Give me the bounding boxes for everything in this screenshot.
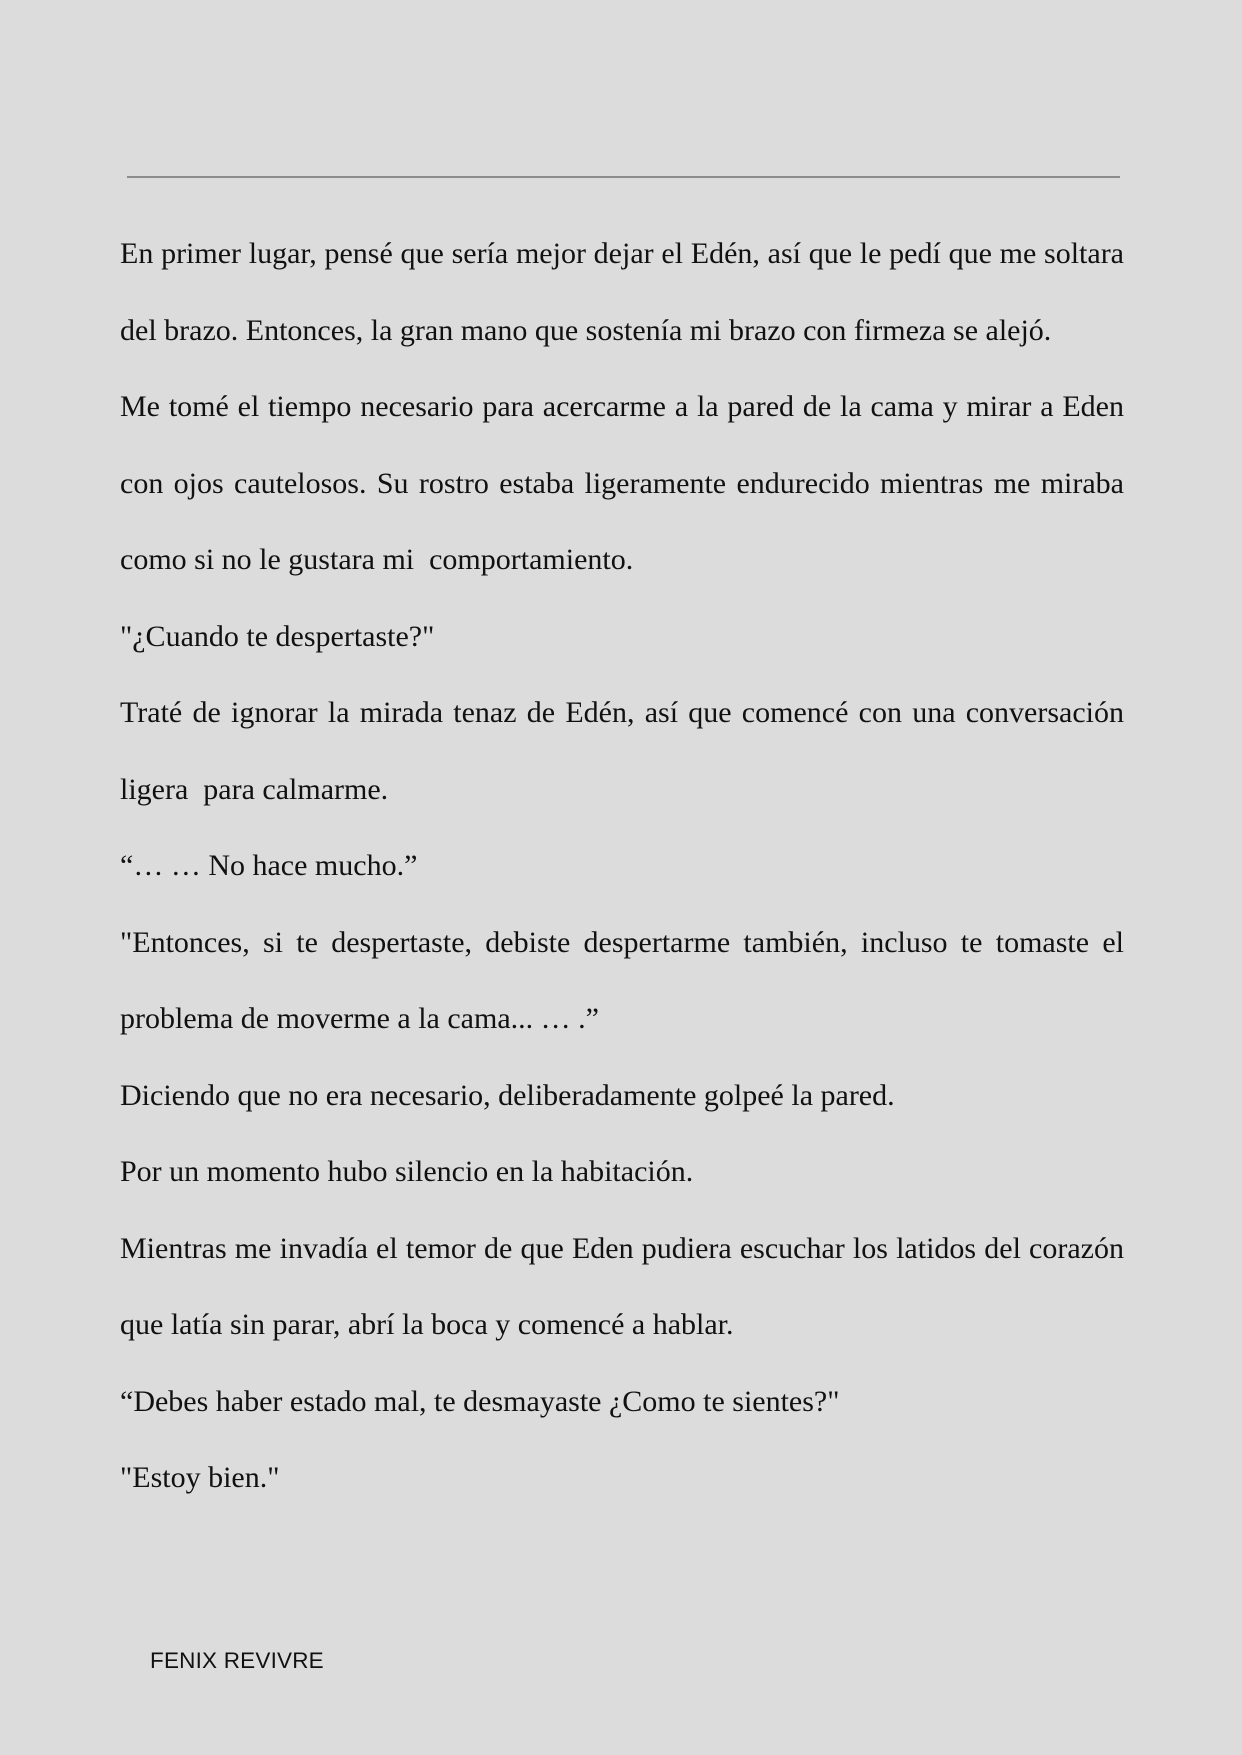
paragraph: Por un momento hubo silencio en la habitación. (120, 1155, 694, 1188)
top-divider (127, 176, 1120, 178)
paragraph: En primer lugar, pensé que sería mejor dejar el Edén, así que le pedí que me soltara del brazo. Entonces, la gran mano que sostenía mi brazo con firmeza se alejó. (120, 237, 1132, 347)
paragraph: “… … No hace mucho.” (120, 849, 418, 882)
footer-credit: FENIX REVIVRE (150, 1648, 324, 1673)
paragraph: Diciendo que no era necesario, deliberadamente golpeé la pared. (120, 1078, 895, 1112)
page-body (120, 216, 1132, 1517)
paragraph: Mientras me invadía el temor de que Eden pudiera escuchar los latidos del corazón que latía sin parar, abrí la boca y comencé a hablar. (120, 1231, 1132, 1341)
paragraph: Me tomé el tiempo necesario para acercarme a la pared de la cama y mirar a Eden con ojos cautelosos. Su rostro estaba ligeramente endurecido mientras me miraba como si no le gustara mi comportamiento. (120, 390, 1132, 576)
paragraph: "Estoy bien." (120, 1461, 280, 1494)
paragraph: "Entonces, si te despertaste, debiste despertarme también, incluso te tomaste el problema de moverme a la cama... … .” (120, 925, 1132, 1035)
paragraph: Traté de ignorar la mirada tenaz de Edén, así que comencé con una conversación ligera para calmarme. (120, 696, 1132, 806)
paragraph: "¿Cuando te despertaste?" (120, 619, 435, 653)
paragraph: “Debes haber estado mal, te desmayaste ¿Como te sientes?" (120, 1384, 840, 1418)
